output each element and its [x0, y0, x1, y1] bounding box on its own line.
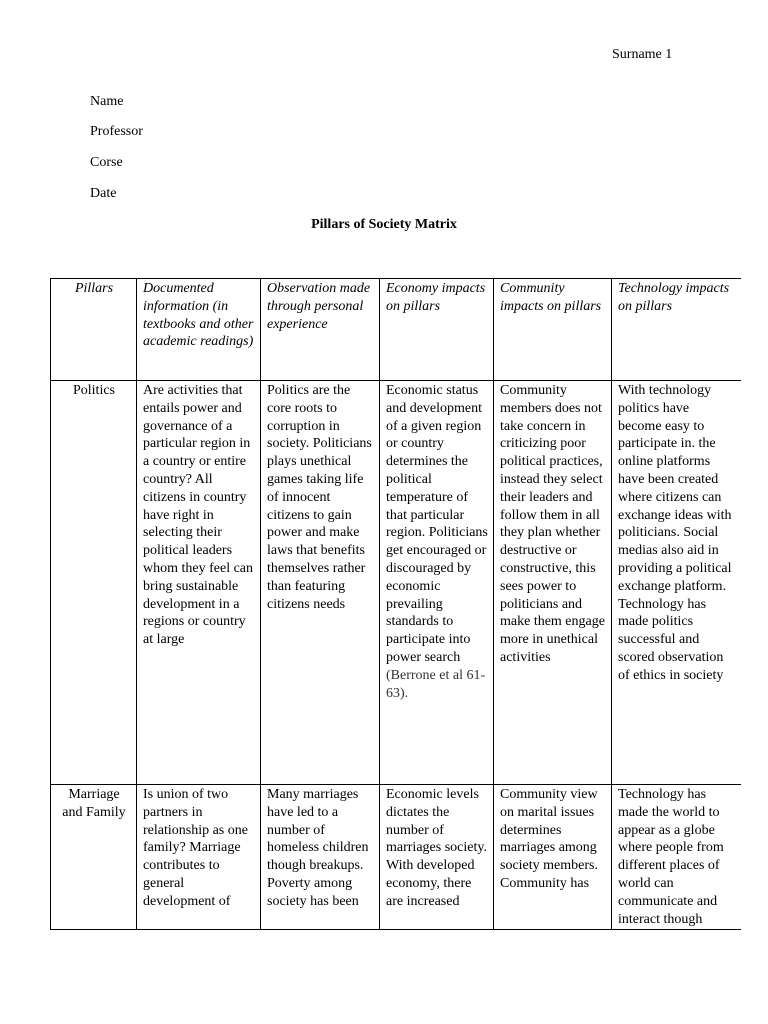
header-documented: Documented information (in textbooks and other academic readings)	[137, 279, 261, 381]
header-technology: Technology impacts on pillars	[612, 279, 742, 381]
cell-technology: With technology politics have become easy to participate in. the online platforms have been created where citizens can exchange ideas with politicians. Social medias also aid in providing a political exchange platform. Technology has made politics successful and scored observation of ethics in society	[612, 381, 742, 785]
pillars-matrix-table	[50, 278, 741, 930]
matrix-table-container	[50, 278, 741, 930]
economy-citation: (Berrone et al 61-63).	[386, 667, 486, 701]
table-row	[51, 785, 742, 931]
professor-name: Professor	[90, 124, 143, 139]
economy-text: Economic status and development of a given region or country determines the political temperature of that particular region. Politicians get encouraged or discouraged by economic prevailing standards to participate into power search	[386, 383, 488, 665]
header-community: Community impacts on pillars	[494, 279, 612, 381]
cell-pillar: Politics	[51, 381, 137, 785]
cell-technology: Technology has made the world to appear as a globe where people from different places of world can communicate and interact though	[612, 785, 742, 931]
cell-economy	[380, 381, 494, 785]
cell-pillar: Marriage and Family	[51, 785, 137, 931]
header-economy: Economy impacts on pillars	[380, 279, 494, 381]
cell-observation: Politics are the core roots to corruption in society. Politicians plays unethical games taking life of innocent citizens to gain power and make laws that benefits themselves rather than featuring citizens needs	[261, 381, 380, 785]
cell-community: Community members does not take concern in criticizing poor political practices, instead they select their leaders and follow them in all they plan whether destructive or constructive, this sees power to politicians and make them engage more in unethical activities	[494, 381, 612, 785]
table-row	[51, 381, 742, 785]
header-observation: Observation made through personal experience	[261, 279, 380, 381]
cell-documented: Are activities that entails power and governance of a particular region in a country or entire country? All citizens in country have right in selecting their political leaders whom they feel can bring sustainable development in a regions or country at large	[137, 381, 261, 785]
student-name: Name	[90, 94, 124, 109]
cell-observation: Many marriages have led to a number of homeless children though breakups. Poverty among society has been	[261, 785, 380, 931]
date-line: Date	[90, 186, 117, 201]
course-name: Corse	[90, 155, 123, 170]
page-header-surname: Surname 1	[612, 47, 673, 62]
cell-documented: Is union of two partners in relationship as one family? Marriage contributes to general development of	[137, 785, 261, 931]
cell-community: Community view on marital issues determines marriages among society members. Community has	[494, 785, 612, 931]
header-pillars: Pillars	[51, 279, 137, 381]
cell-economy: Economic levels dictates the number of marriages society. With developed economy, there are increased	[380, 785, 494, 931]
document-title: Pillars of Society Matrix	[311, 217, 457, 232]
table-header-row	[51, 279, 742, 381]
